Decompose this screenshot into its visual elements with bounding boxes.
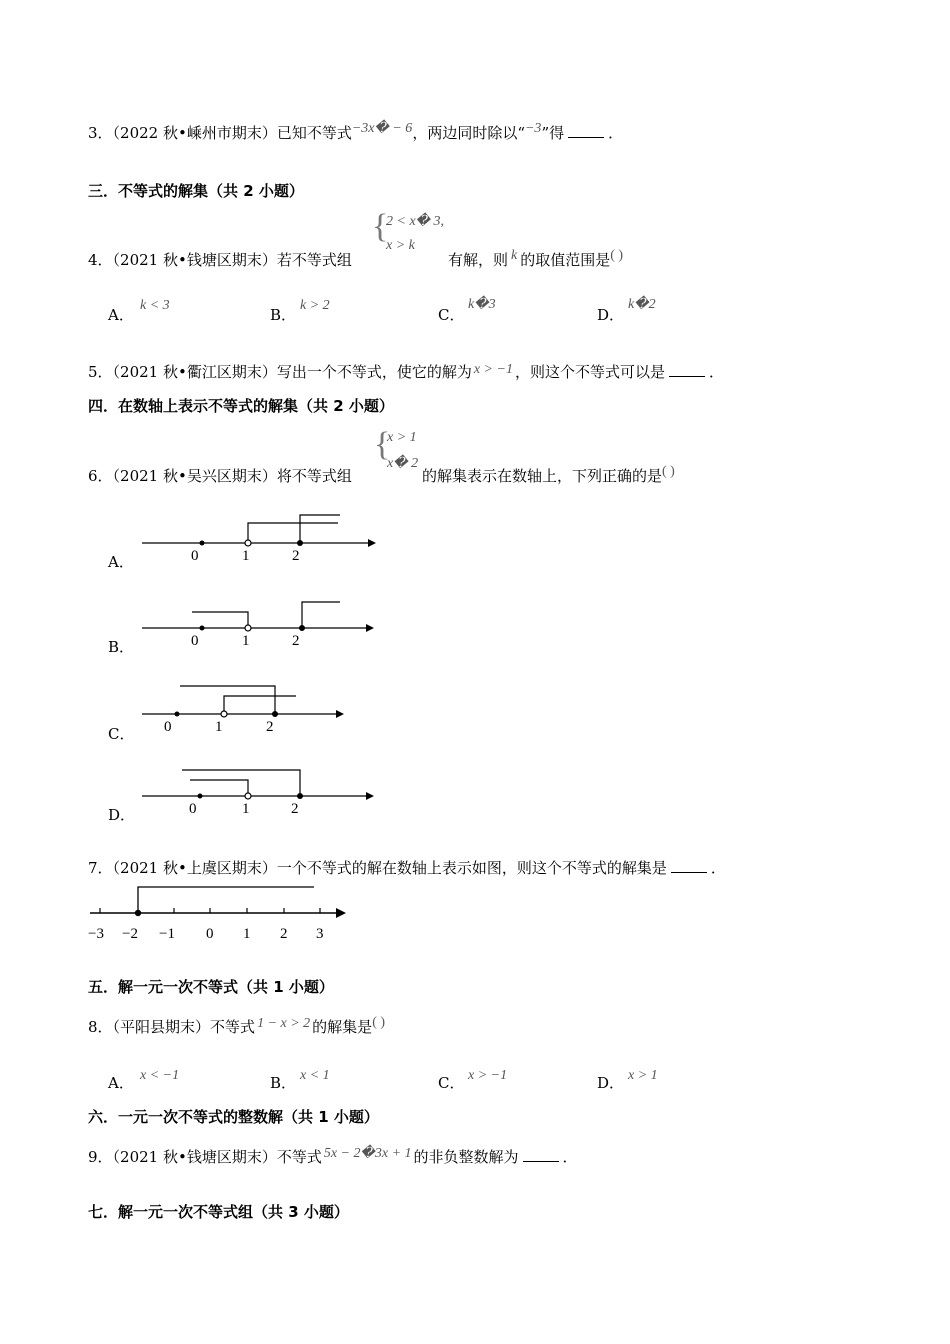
question-source: （2021 秋•钱塘区期末）若不等式组 (112, 251, 352, 269)
option-b (270, 304, 296, 325)
number-line-q7 (86, 878, 356, 944)
arrow (336, 908, 346, 918)
tick-label: 3 (316, 926, 324, 942)
question-3 (88, 122, 623, 143)
option-b: B． (108, 638, 135, 656)
option-c: C． (108, 725, 135, 743)
tick-label: 2 (292, 548, 300, 564)
tick-label: 1 (215, 719, 223, 735)
number-line-c (130, 676, 360, 736)
question-number: 4． (88, 251, 113, 269)
math-expression: 5x − 2�3x + 1 (323, 1146, 412, 1161)
answer-paren: ( ) (610, 248, 624, 263)
arrow (366, 792, 374, 800)
question-text: ，则这个不等式可以是 (514, 363, 665, 381)
brace: { (374, 426, 391, 463)
number-line-d (130, 760, 380, 820)
question-4 (88, 249, 352, 270)
system-line-1: 2 < x� 3, (386, 214, 445, 229)
option-d (597, 1072, 624, 1093)
question-5 (88, 361, 724, 382)
tick-label: −2 (122, 926, 138, 942)
question-text: 的非负整数解为 (413, 1148, 519, 1166)
question-number: 9． (88, 1148, 113, 1166)
option-c (438, 304, 464, 325)
answer-paren: ( ) (662, 464, 675, 479)
arrow (336, 710, 344, 718)
system-line-2: x > k (386, 238, 415, 253)
system-line-2: x� 2 (387, 456, 419, 471)
option-d-expr: x > 1 (628, 1068, 658, 1083)
tick-label: 0 (206, 926, 214, 942)
option-label: D． (597, 1074, 625, 1092)
open-dot (221, 711, 227, 717)
tick-label: 1 (243, 926, 251, 942)
punctuation: ． (608, 124, 624, 142)
option-label: D． (597, 306, 625, 324)
math-expression: −3x� − 6 (351, 121, 413, 136)
dot (175, 712, 180, 717)
tick-label: 1 (242, 801, 250, 817)
option-b-expr: x < 1 (300, 1068, 330, 1083)
tick-label: 1 (242, 548, 250, 564)
option-d (597, 304, 624, 325)
dot (200, 541, 205, 546)
brace: { (372, 208, 389, 245)
math-variable: k (511, 248, 518, 263)
tick-label: 2 (291, 801, 299, 817)
question-number: 5． (88, 363, 113, 381)
option-label: C． (438, 1074, 465, 1092)
question-source: （2021 秋•钱塘区期末）不等式 (112, 1148, 322, 1166)
option-a-expr: x < −1 (140, 1068, 180, 1083)
punctuation: ． (710, 859, 726, 877)
open-dot (245, 625, 251, 631)
arrow (366, 624, 374, 632)
question-source: （2021 秋•吴兴区期末）将不等式组 (112, 467, 352, 485)
question-number: 6． (88, 467, 113, 485)
option-label: C． (438, 306, 465, 324)
option-a-expr: k < 3 (140, 298, 170, 313)
arrow (368, 539, 376, 547)
math-expression: 1 − x > 2 (257, 1016, 311, 1031)
solid-dot (297, 540, 303, 546)
option-label: B． (270, 306, 297, 324)
question-6 (88, 465, 352, 486)
question-source: （平阳县期末）不等式 (112, 1018, 256, 1036)
ray-x-le-2 (182, 770, 300, 796)
section-heading-4: 四．在数轴上表示不等式的解集（共 2 小题） (88, 397, 394, 415)
answer-paren: ( ) (372, 1015, 386, 1030)
ray-x-lt-1 (190, 780, 248, 796)
tick-label: 2 (292, 633, 300, 649)
question-8 (88, 1016, 385, 1037)
section-heading-5: 五．解一元一次不等式（共 1 小题） (88, 978, 334, 996)
option-a (108, 304, 134, 325)
ray-x-ge-2 (302, 602, 340, 628)
option-label: A． (108, 1074, 134, 1092)
tick-label: 0 (191, 633, 199, 649)
ticks (100, 908, 320, 913)
solid-dot (297, 793, 303, 799)
section-heading-3: 三．不等式的解集（共 2 小题） (88, 182, 304, 200)
solid-dot (299, 625, 305, 631)
option-b-expr: k > 2 (300, 298, 330, 313)
punctuation: ． (562, 1148, 578, 1166)
question-source: （2022 秋•嵊州市期末）已知不等式 (112, 124, 352, 142)
question-7 (88, 857, 726, 878)
option-c (438, 1072, 464, 1093)
tick-label: −1 (159, 926, 175, 942)
option-d: D． (108, 806, 136, 824)
question-text: 的解集是 (312, 1018, 373, 1036)
question-text: ，两边同时除以“ (412, 124, 525, 142)
number-line-a (130, 505, 380, 565)
option-a: A． (108, 553, 134, 571)
option-c-expr: x > −1 (468, 1068, 508, 1083)
dot (200, 626, 205, 631)
option-label: B． (270, 1074, 297, 1092)
system-line-1: x > 1 (387, 430, 417, 445)
ray-x-le-2 (180, 686, 275, 714)
dot (198, 794, 203, 799)
question-text: 的取值范围是 (520, 251, 611, 269)
question-number: 3． (88, 124, 113, 142)
question-text: 的解集表示在数轴上，下列正确的是 (422, 467, 663, 485)
open-dot (245, 793, 251, 799)
math-expression: x > −1 (473, 362, 513, 377)
tick-label: 0 (189, 801, 197, 817)
answer-blank (568, 123, 604, 138)
question-6-rest (422, 465, 675, 486)
question-4-rest (448, 249, 623, 270)
open-dot (245, 540, 251, 546)
solid-dot (272, 711, 278, 717)
tick-label: 0 (191, 548, 199, 564)
option-b (270, 1072, 296, 1093)
option-d-expr: k�2 (628, 297, 656, 312)
tick-label: 2 (280, 926, 288, 942)
answer-blank (671, 858, 707, 873)
answer-blank (523, 1147, 559, 1162)
question-source: （2021 秋•衢江区期末）写出一个不等式，使它的解为 (112, 363, 472, 381)
option-c-expr: k�3 (468, 297, 496, 312)
ray-x-gt-1 (248, 523, 338, 543)
number-line-b (130, 590, 380, 650)
section-heading-6: 六．一元一次不等式的整数解（共 1 小题） (88, 1108, 379, 1126)
ray-x-gt-1 (224, 696, 296, 714)
ray-x-ge-neg2 (138, 887, 314, 913)
tick-label: 1 (242, 633, 250, 649)
ray-x-ge-2 (300, 515, 340, 543)
answer-blank (669, 362, 705, 377)
tick-label: 2 (266, 719, 274, 735)
question-text: ”得 (541, 124, 565, 142)
option-a (108, 1072, 134, 1093)
question-text: 有解，则 (448, 251, 509, 269)
option-label: A． (108, 306, 134, 324)
solid-dot (135, 910, 141, 916)
section-heading-7: 七．解一元一次不等式组（共 3 小题） (88, 1203, 349, 1221)
tick-label: −3 (88, 926, 104, 942)
ray-x-lt-1 (192, 612, 248, 628)
question-9 (88, 1146, 578, 1167)
punctuation: ． (708, 363, 724, 381)
question-number: 8． (88, 1018, 113, 1036)
math-expression: −3 (524, 121, 542, 136)
question-source: （2021 秋•上虞区期末）一个不等式的解在数轴上表示如图，则这个不等式的解集是 (112, 859, 667, 877)
tick-label: 0 (164, 719, 172, 735)
question-number: 7． (88, 859, 113, 877)
